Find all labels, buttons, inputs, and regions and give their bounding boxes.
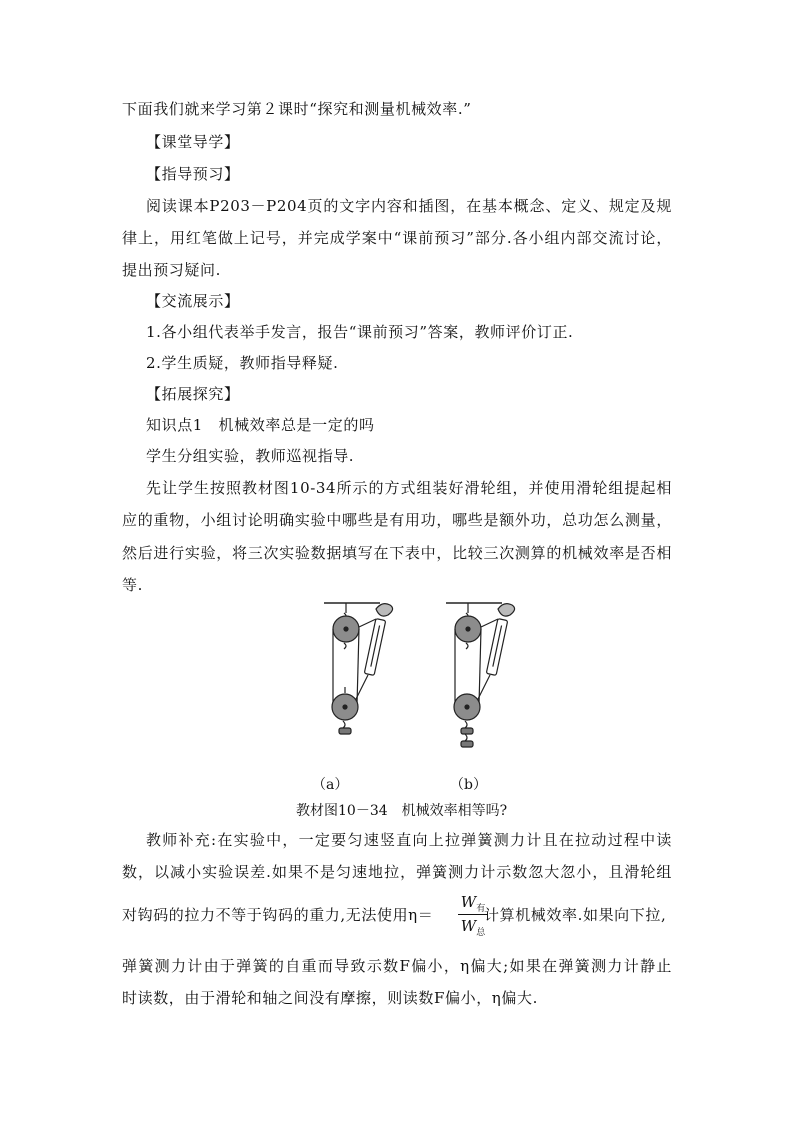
- paragraph-first-line: 先让学生按照教材图10-34所示的方式组装好滑轮组，并使用滑轮组提起相: [146, 479, 672, 497]
- paragraph-reading-line: 律上，用红笔做上记号，并完成学案中“课前预习”部分.各小组内部交流讨论，: [122, 229, 672, 247]
- paragraph-teacher-line: 数，以减小实验误差.如果不是匀速地拉，弹簧测力计示数忽大忽小，且滑轮组: [122, 863, 672, 881]
- paragraph-teacher-line: 对钩码的拉力不等于钩码的重力,无法使用η＝: [122, 906, 434, 924]
- pulley-diagram-a: [324, 603, 393, 734]
- figure-label-a: （a）: [312, 777, 349, 793]
- show-item-1: 1.各小组代表举手发言，报告“课前预习”答案，教师评价订正.: [146, 323, 574, 341]
- paragraph-first-line: 应的重物，小组讨论明确实验中哪些是有用功，哪些是额外功，总功怎么测量，: [122, 511, 672, 529]
- intro-line: 下面我们就来学习第２课时“探究和测量机械效率.”: [122, 100, 472, 118]
- formula-denominator-subscript: 总: [476, 928, 486, 938]
- paragraph-teacher-line: 教师补充:在实验中，一定要匀速竖直向上拉弹簧测力计且在拉动过程中读: [146, 831, 672, 849]
- formula-numerator-symbol: W: [460, 893, 477, 911]
- experiment-line: 学生分组实验，教师巡视指导.: [146, 447, 355, 465]
- paragraph-teacher-line: 时读数，由于滑轮和轴之间没有摩擦，则读数F偏小，η偏大.: [122, 989, 538, 1007]
- pulley-diagram-b: [446, 603, 515, 747]
- heading-preview-guide: 【指导预习】: [146, 165, 240, 183]
- paragraph-first-line: 等.: [122, 576, 143, 594]
- figure-caption: 教材图10－34 机械效率相等吗?: [296, 803, 508, 819]
- heading-exchange-show: 【交流展示】: [146, 292, 240, 310]
- formula-denominator-symbol: W: [460, 917, 477, 935]
- paragraph-teacher-line: 计算机械效率.如果向下拉,: [484, 906, 667, 924]
- paragraph-first-line: 然后进行实验，将三次实验数据填写在下表中，比较三次测算的机械效率是否相: [122, 544, 672, 562]
- heading-expand-explore: 【拓展探究】: [146, 385, 240, 403]
- show-item-2: 2.学生质疑，教师指导释疑.: [146, 354, 339, 372]
- pulley-figure: [300, 597, 540, 767]
- formula-numerator-subscript: 有: [476, 904, 486, 914]
- figure-label-b: （b）: [450, 777, 487, 793]
- paragraph-teacher-line: 弹簧测力计由于弹簧的自重而导致示数F偏小，η偏大;如果在弹簧测力计静止: [122, 957, 672, 975]
- knowledge-point-1: 知识点1 机械效率总是一定的吗: [146, 416, 375, 434]
- heading-class-guide: 【课堂导学】: [146, 133, 240, 151]
- paragraph-reading-line: 阅读课本P203－P204页的文字内容和插图，在基本概念、定义、规定及规: [146, 197, 672, 215]
- paragraph-reading-line: 提出预习疑问.: [122, 261, 221, 279]
